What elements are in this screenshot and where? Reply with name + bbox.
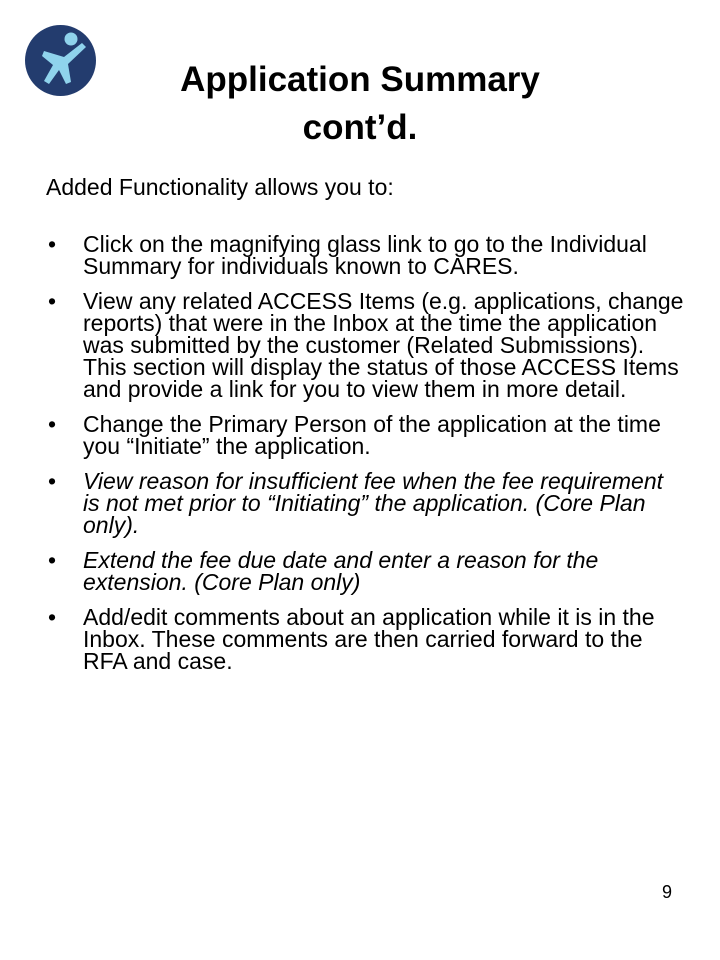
bullet-item	[46, 290, 686, 400]
bullet-item	[46, 413, 686, 457]
bullet-text: View any related ACCESS Items (e.g. applications, change reports) that were in the Inbox at the time the application was submitted by the customer (Related Submissions). This section will display the status of those ACCESS Items and provide a link for you to view them in more detail.	[83, 288, 684, 402]
bullet-text: Change the Primary Person of the application at the time you “Initiate” the application.	[83, 411, 661, 459]
bullet-marker: •	[48, 411, 57, 437]
bullet-text: Click on the magnifying glass link to go to the Individual Summary for individuals known to CARES.	[83, 231, 647, 279]
bullet-marker: •	[48, 468, 57, 494]
bullet-marker: •	[48, 231, 57, 257]
page-number: 9	[662, 882, 673, 902]
slide-title-continued: cont’d.	[302, 108, 418, 147]
slide-title: Application Summary	[180, 60, 540, 99]
bullet-text: View reason for insufficient fee when the fee requirement is not met prior to “Initiating” the application. (Core Plan only).	[83, 468, 664, 538]
intro-text: Added Functionality allows you to:	[46, 174, 394, 200]
bullet-text: Add/edit comments about an application while it is in the Inbox. These comments are then carried forward to the RFA and case.	[83, 604, 655, 674]
bullet-list	[46, 233, 686, 685]
bullet-item	[46, 549, 686, 593]
bullet-text: Extend the fee due date and enter a reason for the extension. (Core Plan only)	[83, 547, 599, 595]
bullet-item	[46, 606, 686, 672]
bullet-marker: •	[48, 288, 57, 314]
bullet-item	[46, 233, 686, 277]
bullet-item	[46, 470, 686, 536]
bullet-marker: •	[48, 604, 57, 630]
bullet-marker: •	[48, 547, 57, 573]
